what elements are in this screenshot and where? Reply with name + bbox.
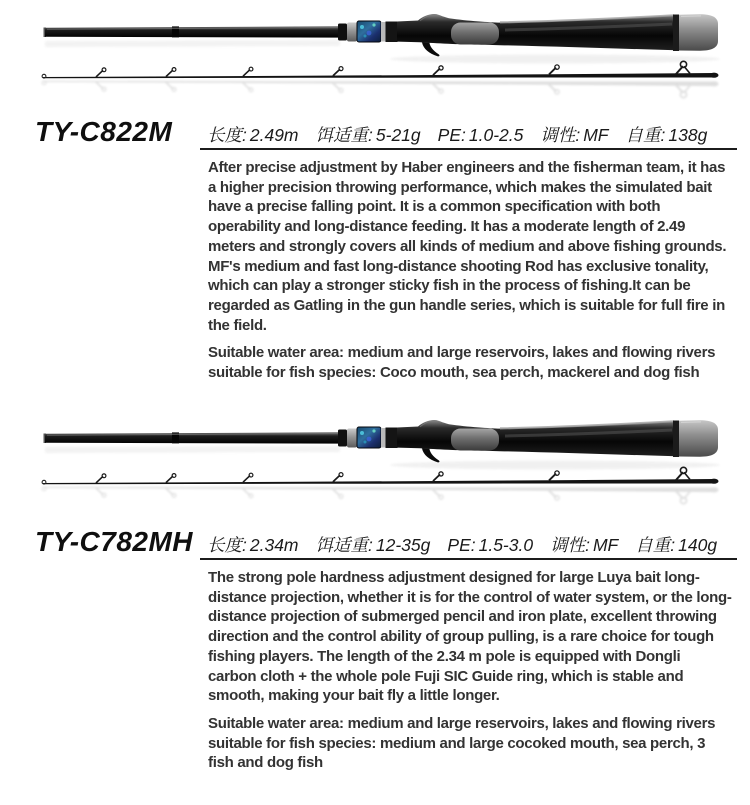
spec-item-lure-weight: [316, 124, 421, 146]
spec-item-length: [207, 124, 299, 146]
spec-item-length: [207, 534, 299, 556]
spec-row: [207, 124, 707, 146]
spec-value: 12-35g: [375, 535, 431, 555]
spec-label: 自重:: [625, 125, 666, 145]
product-description: The strong pole hardness adjustment designed for large Luya bait long-distance projection, whether it is for the control of water system, or the long-distance projection of submerged pencil and iron plate, excellent throwing direction and the control ability of group pulling, is a rare choice for tough fishing players. The length of the 2.34 m pole is equipped with Dongli carbon cloth + the whole pole Fuji SIC Guide ring, which is stable and smooth, making your bait fly a little longer.: [208, 569, 732, 705]
spec-label: 饵适重:: [315, 125, 373, 145]
casting-rod-image: [0, 0, 750, 115]
rod-product-photo: [0, 406, 750, 521]
spec-label: 调性:: [540, 125, 581, 145]
spec-label: 调性:: [550, 535, 590, 555]
spec-label: PE:: [437, 125, 466, 145]
spec-underline: [200, 148, 737, 150]
model-name: TY-C822M: [35, 116, 173, 147]
spec-value: 140g: [678, 535, 718, 555]
spec-value: MF: [592, 535, 619, 555]
spec-label: PE:: [447, 535, 476, 555]
spec-underline: [200, 558, 737, 560]
spec-value: 1.5-3.0: [478, 535, 534, 555]
spec-item-pe: [438, 124, 524, 146]
spec-value: 138g: [668, 125, 708, 145]
spec-label: 饵适重:: [315, 535, 373, 555]
spec-value: 5-21g: [375, 125, 421, 145]
spec-label: 自重:: [635, 535, 676, 555]
spec-row: [207, 534, 717, 556]
product-suitability: Suitable water area: medium and large reservoirs, lakes and flowing rivers suitable for fish species: Coco mouth, sea perch, mackerel and dog fish: [208, 344, 716, 382]
spec-item-weight: [626, 124, 708, 146]
product-description: After precise adjustment by Haber engineers and the fisherman team, it has a higher precision throwing performance, which makes the simulated bait have a precise falling point. It is a common specification with both operability and long-distance feeding. It has a moderate length of 2.49 meters and strongly covers all kinds of medium and above fishing grounds. MF's medium and fast long-distance shooting Rod has exclusive tonality, which can play a stronger sticky fish in the process of fishing.It can be regarded as Gatling in the gun handle series, which is suitable for full fire in the field.: [208, 159, 727, 334]
spec-item-lure-weight: [316, 534, 431, 556]
spec-item-pe: [447, 534, 533, 556]
rod-product-photo: [0, 0, 750, 115]
spec-label: 长度:: [207, 125, 247, 145]
product-text: [208, 568, 732, 781]
model-name: TY-C782MH: [35, 526, 194, 557]
spec-item-action: [540, 124, 608, 146]
spec-value: 2.34m: [249, 535, 299, 555]
spec-value: 2.49m: [249, 125, 299, 145]
spec-value: 1.0-2.5: [468, 125, 524, 145]
product-suitability: Suitable water area: medium and large reservoirs, lakes and flowing rivers suitable for fish species: medium and large cocoked mouth, sea perch, 3 fish and dog fish: [208, 714, 716, 772]
spec-label: 长度:: [207, 535, 247, 555]
spec-item-action: [550, 534, 618, 556]
spec-item-weight: [635, 534, 717, 556]
spec-value: MF: [583, 125, 609, 145]
product-text: [208, 158, 732, 391]
casting-rod-image: [0, 406, 750, 521]
